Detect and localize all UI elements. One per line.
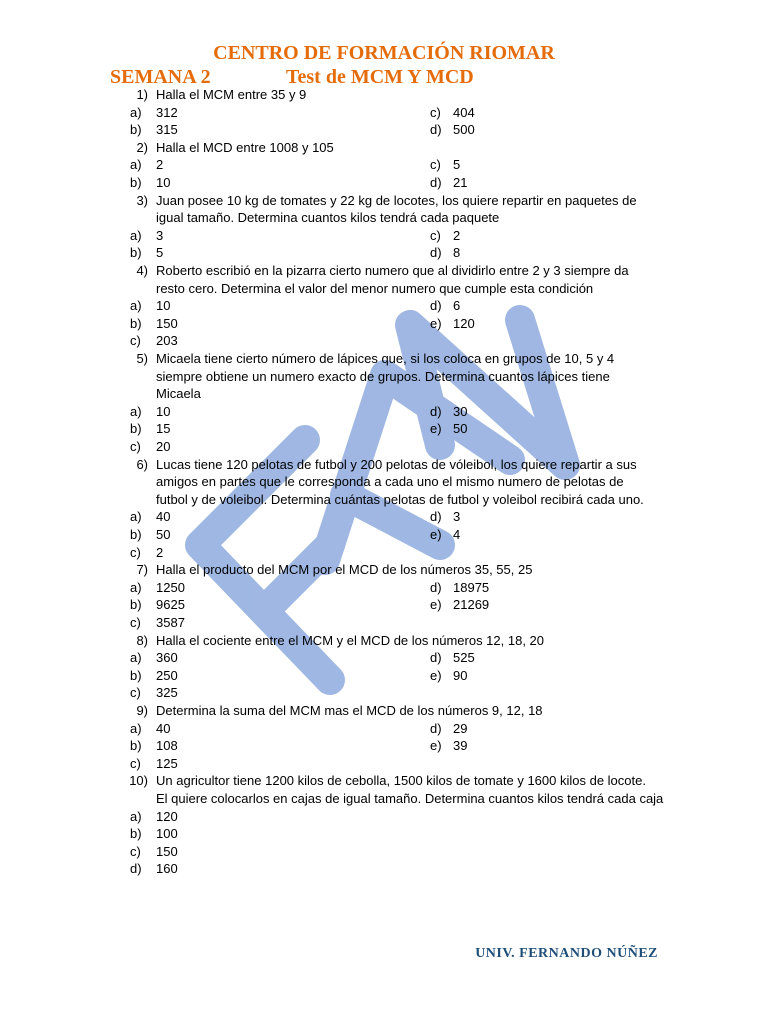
option-label: a)	[130, 650, 142, 666]
option-label: b)	[130, 245, 142, 261]
option-text: 160	[156, 861, 178, 877]
option-label: c)	[130, 615, 141, 630]
option-text: 150	[156, 843, 178, 859]
week-label: SEMANA 2	[110, 66, 211, 88]
option-label: a)	[130, 157, 142, 173]
option-text: 500	[453, 122, 475, 138]
option-label: d)	[130, 861, 142, 877]
option-label: a)	[130, 579, 142, 595]
option-label: e)	[430, 527, 442, 542]
question-line	[0, 139, 768, 157]
option-text: 9625	[156, 597, 185, 613]
option-text: 21	[453, 175, 468, 190]
option-text: 18975	[453, 579, 490, 595]
option-row	[0, 104, 768, 122]
option-text: 21269	[453, 597, 490, 613]
option-row	[0, 684, 768, 702]
question-text: Micaela	[156, 386, 201, 402]
option-label: d)	[430, 509, 442, 525]
option-text: 39	[453, 738, 468, 754]
option-text: 50	[156, 527, 171, 542]
option-text: 312	[156, 104, 178, 120]
option-row	[0, 420, 768, 438]
option-text: 100	[156, 826, 178, 842]
option-row	[0, 508, 768, 526]
option-label: c)	[130, 544, 141, 560]
option-text: 360	[156, 650, 178, 666]
option-text: 15	[156, 421, 171, 437]
question-line	[0, 280, 768, 298]
question-text: Juan posee 10 kg de tomates y 22 kg de locotes, los quiere repartir en paquetes de	[156, 192, 637, 208]
question-line	[0, 192, 768, 210]
question-line	[0, 790, 768, 808]
option-text: 30	[453, 403, 468, 419]
option-text: 125	[156, 755, 178, 771]
option-row	[0, 825, 768, 843]
question-line	[0, 491, 768, 509]
option-row	[0, 297, 768, 315]
option-label: a)	[130, 720, 142, 736]
option-text: 40	[156, 720, 171, 736]
option-text: 203	[156, 333, 178, 349]
option-text: 40	[156, 509, 171, 525]
option-label: b)	[130, 527, 142, 542]
option-label: d)	[430, 122, 442, 138]
option-label: e)	[430, 667, 442, 683]
option-text: 2	[156, 544, 164, 560]
option-text: 3587	[156, 615, 185, 630]
option-label: e)	[430, 315, 442, 331]
question-text: amigos en partes que le corresponda a cada uno el mismo numero de pelotas de	[156, 474, 624, 490]
question-text: Halla el cociente entre el MCM y el MCD de los números 12, 18, 20	[156, 632, 545, 648]
option-row	[0, 315, 768, 333]
question-number: 5)	[136, 351, 148, 366]
option-row	[0, 808, 768, 826]
option-row	[0, 860, 768, 878]
option-row	[0, 544, 768, 562]
option-label: d)	[430, 298, 442, 314]
option-label: c)	[130, 755, 141, 771]
option-text: 6	[453, 298, 461, 314]
option-label: d)	[430, 720, 442, 736]
option-row	[0, 403, 768, 421]
option-row	[0, 174, 768, 192]
option-row	[0, 244, 768, 262]
option-text: 29	[453, 720, 468, 736]
question-number: 10)	[129, 773, 148, 789]
option-text: 1250	[156, 579, 185, 595]
option-label: c)	[130, 843, 141, 859]
option-label: b)	[130, 667, 142, 683]
option-text: 325	[156, 685, 178, 701]
option-label: a)	[130, 403, 142, 419]
question-number: 1)	[136, 87, 148, 102]
question-number: 7)	[136, 562, 148, 578]
option-text: 120	[156, 808, 178, 824]
document-title: CENTRO DE FORMACIÓN RIOMAR	[213, 42, 555, 64]
question-line	[0, 350, 768, 368]
option-label: a)	[130, 808, 142, 824]
option-label: a)	[130, 298, 142, 314]
option-text: 2	[453, 227, 461, 243]
question-number: 6)	[136, 456, 148, 472]
option-label: a)	[130, 509, 142, 525]
option-label: b)	[130, 421, 142, 437]
question-number: 2)	[136, 139, 148, 155]
option-label: d)	[430, 579, 442, 595]
option-text: 3	[453, 509, 461, 525]
option-row	[0, 667, 768, 685]
option-text: 315	[156, 122, 178, 138]
option-row	[0, 720, 768, 738]
option-label: e)	[430, 421, 442, 437]
option-label: d)	[430, 175, 442, 190]
option-label: a)	[130, 104, 142, 120]
option-label: c)	[130, 685, 141, 701]
question-line	[0, 561, 768, 579]
question-text: Un agricultor tiene 1200 kilos de cebolla, 1500 kilos de tomate y 1600 kilos de locote.	[156, 773, 646, 789]
question-line	[0, 456, 768, 474]
option-text: 3	[156, 227, 164, 243]
option-text: 5	[453, 157, 461, 173]
option-text: 250	[156, 667, 178, 683]
option-row	[0, 579, 768, 597]
option-text: 2	[156, 157, 164, 173]
question-line	[0, 385, 768, 403]
option-row	[0, 614, 768, 632]
option-label: b)	[130, 175, 142, 190]
option-text: 120	[453, 315, 475, 331]
option-label: e)	[430, 738, 442, 754]
question-text: Determina la suma del MCM mas el MCD de los números 9, 12, 18	[156, 703, 543, 718]
question-number: 8)	[136, 632, 148, 648]
question-line	[0, 702, 768, 720]
question-number: 4)	[136, 263, 148, 278]
option-text: 108	[156, 738, 178, 754]
option-label: d)	[430, 245, 442, 261]
author-footer: UNIV. FERNANDO NÚÑEZ	[475, 946, 658, 961]
option-label: b)	[130, 597, 142, 613]
test-title: Test de MCM Y MCD	[286, 66, 474, 88]
question-text: Lucas tiene 120 pelotas de futbol y 200 pelotas de vóleibol, los quiere repartir a sus	[156, 456, 637, 472]
option-label: c)	[430, 157, 441, 173]
option-text: 8	[453, 245, 461, 261]
option-label: a)	[130, 227, 142, 243]
option-label: d)	[430, 403, 442, 419]
option-text: 525	[453, 650, 475, 666]
option-label: c)	[430, 104, 441, 120]
option-text: 10	[156, 298, 171, 314]
option-label: d)	[430, 650, 442, 666]
option-row	[0, 843, 768, 861]
question-line	[0, 473, 768, 491]
question-text: Roberto escribió en la pizarra cierto numero que al dividirlo entre 2 y 3 siempre da	[156, 263, 629, 278]
question-text: Halla el producto del MCM por el MCD de los números 35, 55, 25	[156, 562, 533, 578]
option-row	[0, 227, 768, 245]
option-row	[0, 526, 768, 544]
option-row	[0, 596, 768, 614]
question-text: futbol y de voleibol. Determina cuántas pelotas de futbol y voleibol recibirá cada uno.	[156, 491, 644, 507]
question-line	[0, 262, 768, 280]
option-label: b)	[130, 738, 142, 754]
question-text: igual tamaño. Determina cuantos kilos tendrá cada paquete	[156, 210, 500, 226]
option-text: 404	[453, 104, 475, 120]
option-row	[0, 121, 768, 139]
option-text: 90	[453, 667, 468, 683]
option-row	[0, 438, 768, 456]
question-number: 9)	[136, 703, 148, 718]
question-line	[0, 209, 768, 227]
option-text: 5	[156, 245, 164, 261]
option-label: c)	[130, 439, 141, 454]
question-line	[0, 772, 768, 790]
option-row	[0, 737, 768, 755]
question-text: Halla el MCD entre 1008 y 105	[156, 139, 334, 155]
question-number: 3)	[136, 192, 148, 208]
option-label: c)	[430, 227, 441, 243]
option-text: 10	[156, 403, 171, 419]
question-line	[0, 86, 768, 104]
question-text: Micaela tiene cierto número de lápices que, si los coloca en grupos de 10, 5 y 4	[156, 351, 615, 366]
option-text: 20	[156, 439, 171, 454]
option-label: e)	[430, 597, 442, 613]
option-label: c)	[130, 333, 141, 349]
option-row	[0, 649, 768, 667]
question-text: resto cero. Determina el valor del menor numero que cumple esta condición	[156, 280, 594, 296]
option-text: 4	[453, 527, 461, 542]
option-text: 150	[156, 315, 178, 331]
question-text: Halla el MCM entre 35 y 9	[156, 87, 307, 102]
option-text: 10	[156, 175, 171, 190]
option-row	[0, 156, 768, 174]
option-row	[0, 755, 768, 773]
option-label: b)	[130, 315, 142, 331]
question-text: siempre obtiene un numero exacto de grupos. Determina cuantos lápices tiene	[156, 368, 610, 384]
option-row	[0, 332, 768, 350]
option-text: 50	[453, 421, 468, 437]
option-label: b)	[130, 826, 142, 842]
question-line	[0, 368, 768, 386]
question-text: El quiere colocarlos en cajas de igual tamaño. Determina cuantos kilos tendrá cada caja	[156, 791, 664, 806]
question-line	[0, 632, 768, 650]
option-label: b)	[130, 122, 142, 138]
